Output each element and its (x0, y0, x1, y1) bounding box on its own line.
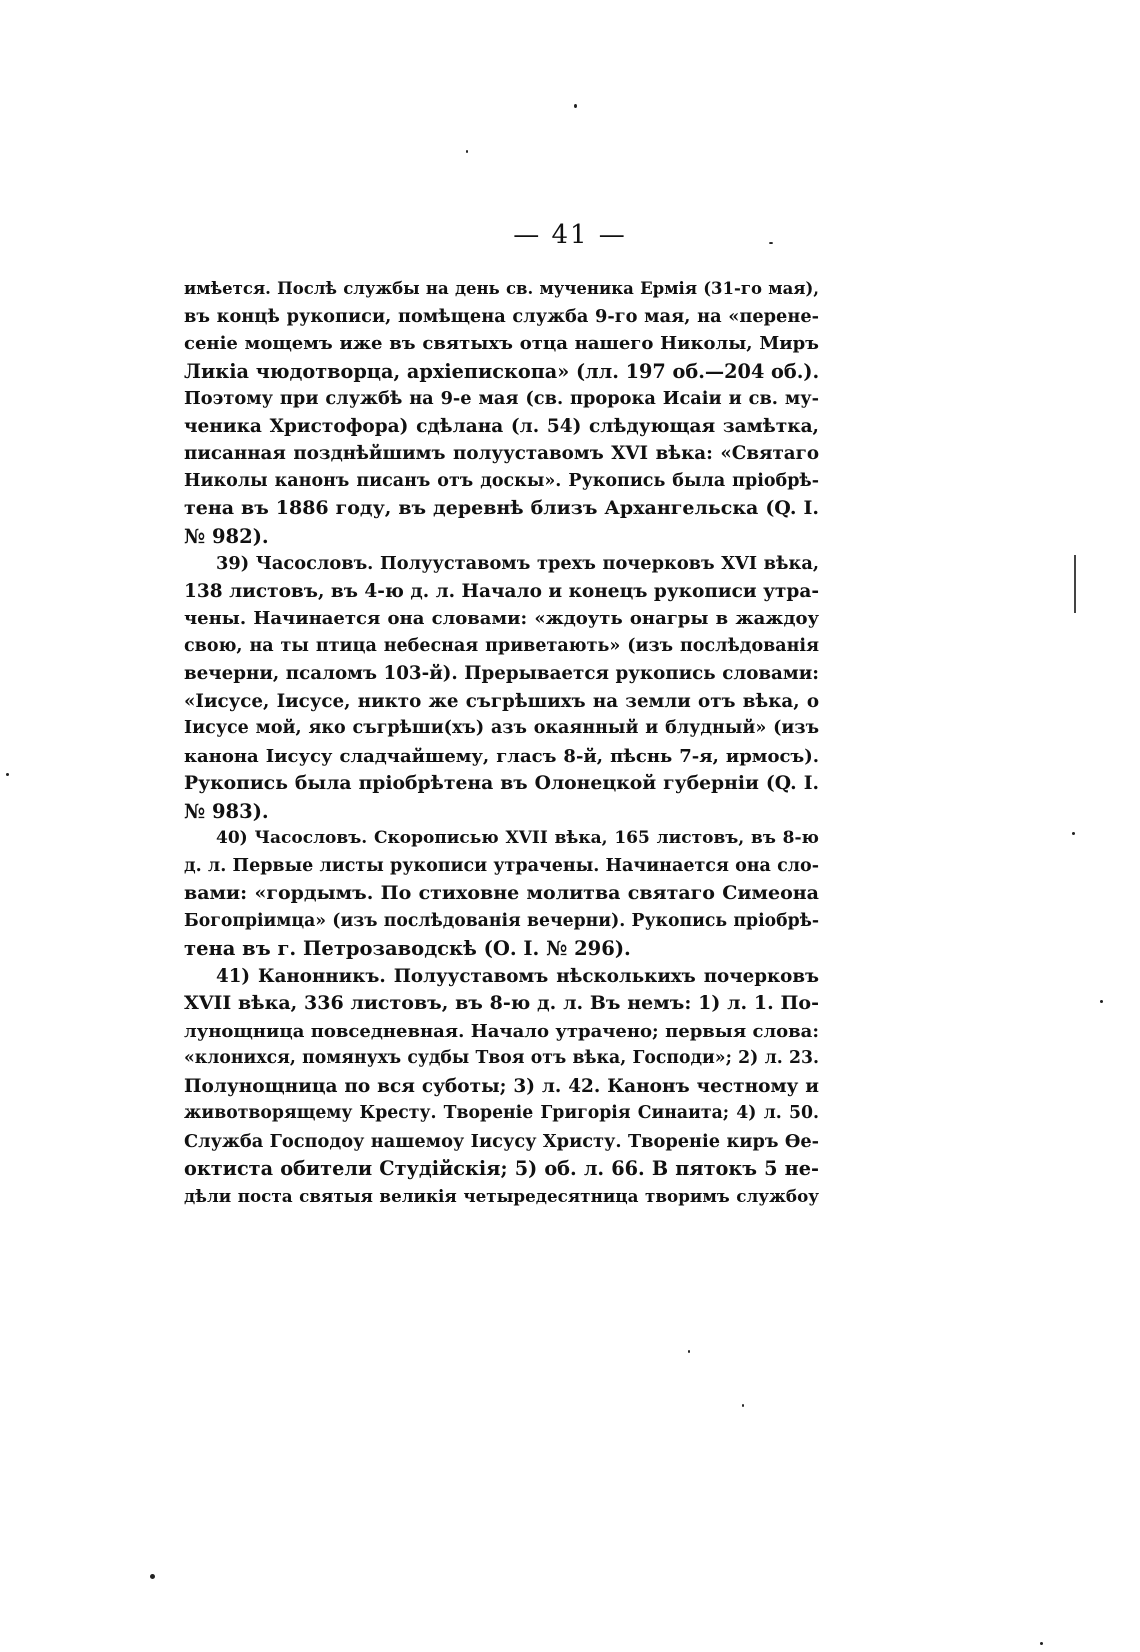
text-line: Рукопись была пріобрѣтена въ Олонецкой губерніи (Q. I. (184, 772, 819, 794)
text-line: канона Іисусу сладчайшему, гласъ 8-й, пѣснь 7-я, ирмосъ). (184, 745, 819, 767)
scan-speck (6, 773, 9, 776)
text-line: Поэтому при службѣ на 9-е мая (св. пророка Исаіи и св. му- (184, 388, 819, 409)
text-line: имѣется. Послѣ службы на день св. мученика Ермія (31-го мая), (184, 279, 819, 298)
text-line: дѣли поста святыя великія четыредесятница творимъ службоу (184, 1185, 819, 1206)
text-line: 138 листовъ, въ 4-ю д. л. Начало и конецъ рукописи утра- (184, 580, 819, 602)
text-line: чены. Начинается она словами: «ждоуть онагры в жаждоу (184, 608, 819, 629)
text-line: тена въ г. Петрозаводскѣ (О. I. № 296). (184, 937, 631, 960)
text-line: животворящему Кресту. Твореніе Григорія Синаита; 4) л. 50. (184, 1103, 819, 1123)
text-line: вами: «гордымъ. По стиховне молитва святаго Симеона (184, 882, 819, 904)
text-line: Николы канонъ писанъ отъ доскы». Рукопись была пріобрѣ- (184, 470, 819, 491)
text-line: «клонихся, помянухъ судбы Твоя отъ вѣка, Господи»; 2) л. 23. (184, 1048, 819, 1068)
text-line: Полунощница по вся суботы; 3) л. 42. Канонъ честному и (184, 1075, 819, 1097)
scan-speck (742, 1404, 744, 1407)
text-line: № 982). (184, 524, 269, 548)
text-line: въ концѣ рукописи, помѣщена служба 9-го мая, на «перене- (184, 305, 819, 327)
scan-speck (1100, 1000, 1103, 1003)
text-line: Богопріимца» (изъ послѣдованія вечерни). Рукопись пріобрѣ- (184, 910, 819, 931)
text-line: лунощница повседневная. Начало утрачено; первыя слова: (184, 1020, 819, 1042)
scan-speck (574, 104, 577, 108)
text-line: 39) Часословъ. Полууставомъ трехъ почерковъ XVI вѣка, (216, 553, 819, 574)
text-line: ченика Христофора) сдѣлана (л. 54) слѣдующая замѣтка, (184, 415, 819, 437)
text-line: Служба Господоу нашемоу Іисусу Христу. Твореніе киръ Ѳе- (184, 1130, 819, 1152)
scan-speck (688, 1350, 690, 1353)
text-line: сеніе мощемъ иже въ святыхъ отца нашего Николы, Миръ (184, 333, 819, 354)
text-line: 40) Часословъ. Скорописью XVII вѣка, 165 листовъ, въ 8-ю (216, 828, 819, 848)
scan-speck (1072, 832, 1075, 835)
text-line: XVII вѣка, 336 листовъ, въ 8-ю д. л. Въ немъ: 1) л. 1. По- (184, 992, 819, 1014)
text-line: Іисусе мой, яко съгрѣши(хъ) азъ окаянный и блудный» (изъ (184, 718, 819, 738)
body-text (184, 275, 819, 1210)
scan-speck (769, 242, 773, 244)
scan-margin-mark (1074, 555, 1076, 613)
page-number: — 41 — (513, 220, 627, 250)
text-line: октиста обители Студійскія; 5) об. л. 66. В пятокъ 5 не- (184, 1157, 819, 1180)
text-line: 41) Канонникъ. Полууставомъ нѣсколькихъ почерковъ (216, 965, 819, 987)
text-line: «Іисусе, Іисусе, никто же съгрѣшихъ на земли отъ вѣка, о (184, 690, 819, 712)
text-line: тена въ 1886 году, въ деревнѣ близъ Архангельска (Q. I. (184, 497, 819, 519)
text-line: свою, на ты птица небесная приветають» (изъ послѣдованія (184, 635, 819, 656)
text-line: № 983). (184, 799, 269, 823)
text-line: Ликіа чюдотворца, архіепископа» (лл. 197 об.—204 об.). (184, 359, 820, 383)
text-line: вечерни, псаломъ 103-й). Прерывается рукопись словами: (184, 663, 819, 684)
scan-speck (150, 1574, 155, 1579)
text-line: д. л. Первые листы рукописи утрачены. Начинается она сло- (184, 855, 819, 876)
scan-speck (1040, 1642, 1043, 1645)
text-line: писанная позднѣйшимъ полууставомъ XVI вѣка: «Святаго (184, 443, 819, 464)
scan-speck (466, 150, 468, 153)
